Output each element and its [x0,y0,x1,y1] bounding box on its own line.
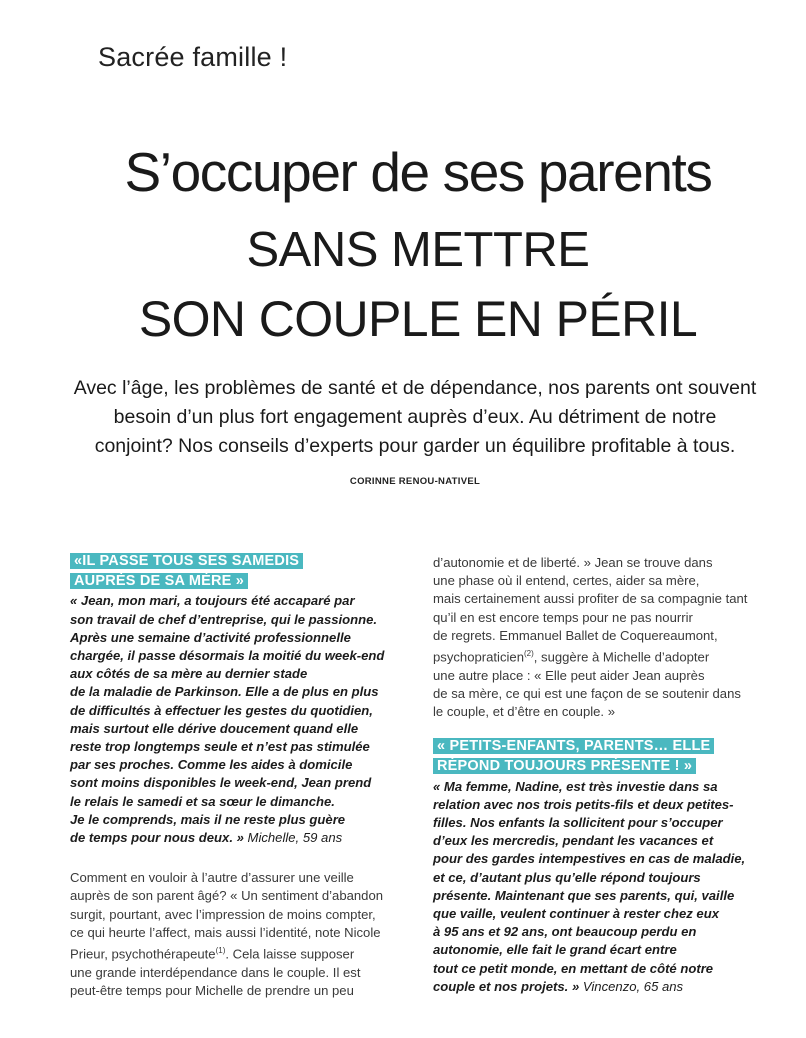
author-byline: CORINNE RENOU-NATIVEL [349,476,481,487]
body-line: de sa mère, ce qui est une façon de se soutenir dans [433,685,741,701]
left-subheading-line-2: AUPRÈS DE SA MÈRE » [70,572,400,590]
quote-line: à 95 ans et 92 ans, ont beaucoup perdu en [433,924,697,940]
body-line: Comment en vouloir à l’autre d’assurer une veille [70,870,354,886]
intro-line: besoin d’un plus fort engagement auprès d’eux. Au détriment de notre [113,406,717,428]
body-line: d’autonomie et de liberté. » Jean se trouve dans [433,555,713,570]
quote-line: reste trop longtemps seule et n’est pas stimulée [70,739,370,755]
left-column [70,552,400,1000]
quote-line: que vaille, veulent continuer à rester chez eux [433,906,719,922]
quote-attribution: Vincenzo, 65 ans [582,978,684,994]
body-line: ce qui heurte l’affect, mais aussi l’identité, note Nicole [70,924,381,940]
quote-line: aux côtés de sa mère au dernier stade [70,666,308,682]
body-line: auprès de son parent âgé? « Un sentiment d’abandon [70,888,384,904]
quote-line: Après une semaine d’activité professionnelle [70,629,351,645]
body-line: une phase où il entend, certes, aider sa mère, [433,573,700,589]
body-line: une grande interdépendance dans le couple. Il est [70,964,361,980]
right-testimonial [433,778,771,996]
intro-line: Avec l’âge, les problèmes de santé et de dépendance, nos parents ont souvent [73,377,757,399]
quote-attribution: Michelle, 59 ans [247,830,343,846]
quote-line: « Jean, mon mari, a toujours été accaparé par [70,593,355,609]
headline-line-3: SON COUPLE EN PÉRIL [138,291,698,347]
body-line: le couple, et d’être en couple. » [433,703,615,719]
quote-line: mais surtout elle dérive doucement quand elle [70,720,359,736]
body-line: surgit, pourtant, avec l’impression de moins compter, [70,906,376,922]
right-subheading-line-2: RÉPOND TOUJOURS PRÉSENTE ! » [433,757,771,775]
body-line: psychopraticien$^{(2)}$, suggère à Michelle d’adopter [433,649,710,665]
quote-line: autonomie, elle fait le grand écart entre [433,942,677,958]
body-line: qu’il en est encore temps pour ne pas nourrir [433,609,693,625]
right-column [433,554,771,996]
quote-line: de la maladie de Parkinson. Elle a de plus en plus [70,684,379,700]
body-line: mais certainement aussi profiter de sa compagnie tant [433,591,748,607]
section-rubric: Sacrée famille ! [98,42,288,72]
quote-line: le relais le samedi et sa sœur le dimanche. [70,793,335,809]
quote-line: filles. Nos enfants la sollicitent pour s’occuper [433,815,723,830]
quote-line: pour des gardes intempestives en cas de maladie, [433,851,746,867]
quote-line: et ce, d’autant plus qu’elle répond toujours [433,869,701,885]
right-body-text [433,554,771,721]
right-subheading-line-1: « PETITS-ENFANTS, PARENTS… ELLE [433,737,771,755]
body-line: peut-être temps pour Michelle de prendre un peu [70,982,354,998]
quote-line: présente. Maintenant que ses parents, qui, vaille [433,887,735,903]
quote-line: chargée, il passe désormais la moitié du week-end [70,648,385,664]
left-testimonial [70,592,400,847]
quote-line: sont moins disponibles le week-end, Jean prend [70,775,372,791]
quote-line: relation avec nos trois petits-fils et deux petites- [433,796,734,812]
quote-line-last: de temps pour nous deux. » Michelle, 59 ans [70,830,343,846]
quote-line: tout ce petit monde, en mettant de côté notre [433,960,714,976]
headline-line-1: S’occuper de ses parents [124,141,712,203]
quote-line: d’eux les mercredis, pendant les vacances et [433,833,714,849]
left-body-text [70,869,400,1000]
quote-line: de difficultés à effectuer les gestes du quotidien, [70,702,373,718]
footnote-ref: (1) [215,946,226,956]
quote-line: « Ma femme, Nadine, est très investie dans sa [433,778,718,794]
quote-line: Je le comprends, mais il ne reste plus guère [70,811,346,827]
left-subheading-line-1: «IL PASSE TOUS SES SAMEDIS [70,552,400,570]
body-line: de regrets. Emmanuel Ballet de Coquereaumont, [433,627,718,643]
body-line: Prieur, psychothérapeute$^{(1)}$. Cela laisse supposer [70,946,355,962]
body-line: une autre place : « Elle peut aider Jean auprès [433,667,705,683]
quote-line-last: couple et nos projets. » Vincenzo, 65 ans [433,978,684,994]
intro-line: conjoint? Nos conseils d’experts pour garder un équilibre profitable à tous. [94,435,736,457]
footnote-ref: (2) [523,649,534,659]
quote-line: son travail de chef d’entreprise, qui le passionne. [70,611,378,627]
headline-line-2: SANS METTRE [246,223,590,277]
quote-line: par ses proches. Comme les aides à domicile [70,757,353,773]
intro-paragraph [55,374,775,461]
